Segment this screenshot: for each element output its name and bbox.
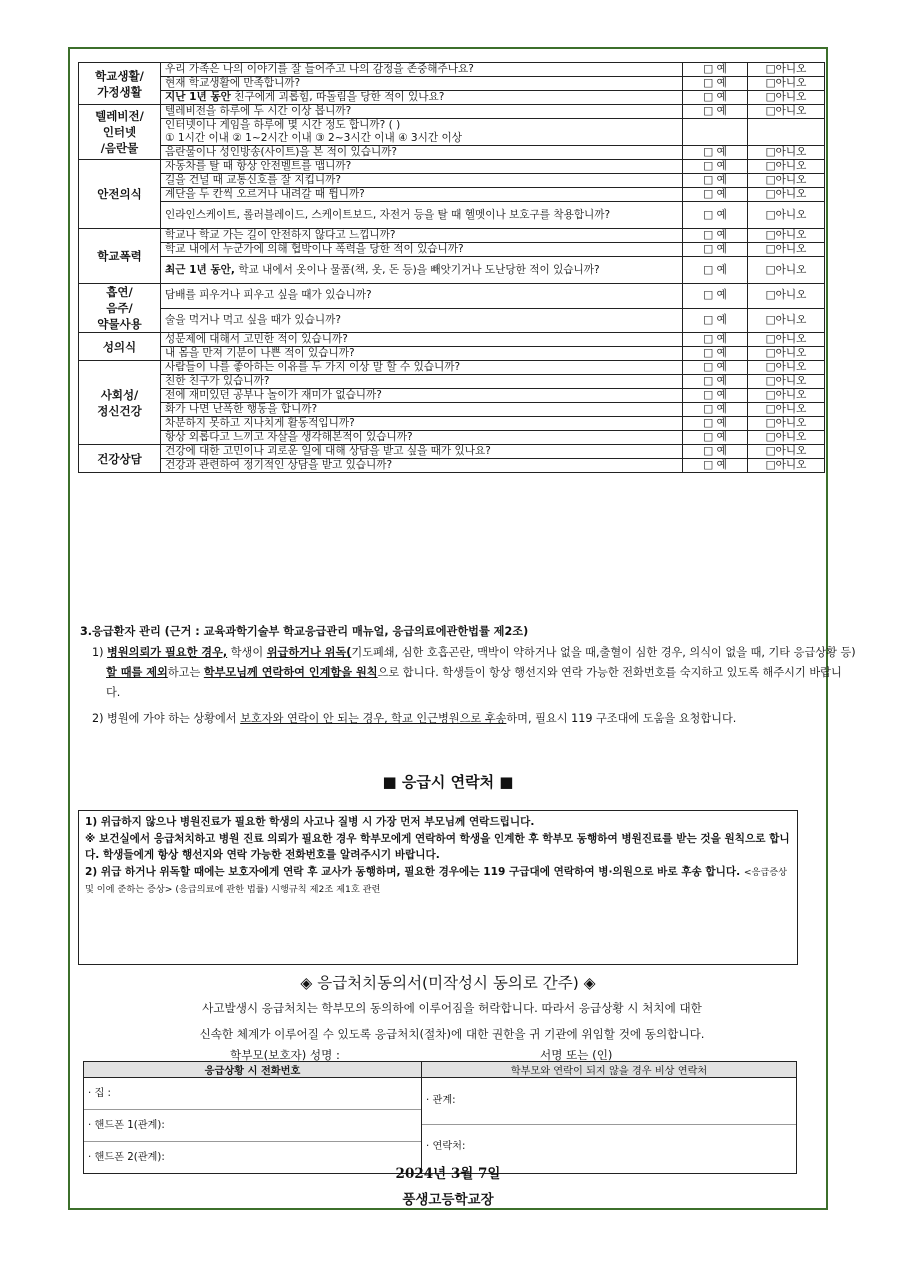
yes-checkbox[interactable]: □ 예 bbox=[683, 417, 748, 431]
emergency-contact-header: ■ 응급시 연락처 ■ bbox=[382, 773, 514, 791]
consent-title: ◈ 응급처치동의서(미작성시 동의로 간주) ◈ bbox=[300, 974, 596, 992]
mobile-2-field[interactable]: · 핸드폰 2(관계): bbox=[88, 1152, 165, 1163]
survey-row bbox=[79, 119, 825, 146]
survey-category: 흡연/ 음주/ 약물사용 bbox=[79, 284, 161, 333]
home-phone-field[interactable]: · 집 : bbox=[84, 1078, 421, 1110]
yes-checkbox[interactable]: □ 예 bbox=[683, 229, 748, 243]
no-checkbox[interactable]: □아니오 bbox=[748, 160, 825, 174]
notice-page bbox=[68, 47, 856, 1210]
survey-question: 인터넷이나 게임을 하루에 몇 시간 정도 합니까? ( ) ① 1시간 이내 ② 1~2시간 이내 ③ 2~3시간 이내 ④ 3시간 이상 bbox=[161, 119, 683, 146]
survey-question: 전에 재미있던 공부나 놀이가 재미가 없습니까? bbox=[161, 389, 683, 403]
survey-row bbox=[79, 146, 825, 160]
no-checkbox[interactable]: □아니오 bbox=[748, 347, 825, 361]
alt-phone-field[interactable]: · 연락처: bbox=[426, 1141, 466, 1152]
survey-row bbox=[79, 63, 825, 77]
no-checkbox[interactable]: □아니오 bbox=[748, 361, 825, 375]
no-checkbox[interactable]: □아니오 bbox=[748, 146, 825, 160]
survey-question: 항상 외롭다고 느끼고 자살을 생각해본적이 있습니까? bbox=[161, 431, 683, 445]
emergency-phone-table bbox=[83, 1061, 797, 1174]
yes-checkbox[interactable]: □ 예 bbox=[683, 146, 748, 160]
survey-row bbox=[79, 403, 825, 417]
mobile-1-field[interactable]: · 핸드폰 1(관계): bbox=[84, 1110, 421, 1142]
yes-checkbox[interactable]: □ 예 bbox=[683, 361, 748, 375]
alt-contact-header: 학부모와 연락이 되지 않을 경우 비상 연락처 bbox=[422, 1062, 797, 1078]
contact-line-3: 2) 위급 하거나 위독할 때에는 보호자에게 연락 후 교사가 동행하며, 필요한 경우에는 119 구급대에 연락하여 병·의원으로 바로 후송 합니다. <응급증상 및 이에 준하는 증상> (응급의료에 관한 법률) 시행규칙 제2조 제1호 관련 bbox=[85, 865, 788, 895]
yes-checkbox[interactable]: □ 예 bbox=[683, 160, 748, 174]
yes-checkbox[interactable]: □ 예 bbox=[683, 63, 748, 77]
section3-paragraph-1: 1) 병원의뢰가 필요한 경우, 학생이 위급하거나 위독(기도폐쇄, 심한 호흡곤란, 맥박이 약하거나 없을 때,출혈이 심한 경우, 의식이 없을 때, 기타 응급상황 등)할 때를 제외하고는 학부모님께 연락하여 인계함을 원칙으로 합니다. 학생들이 항상 행선지와 연락 가능한 전화번호를 숙지하고 있도록 해주시기 바랍니다. bbox=[92, 646, 856, 699]
section3-title bbox=[80, 622, 830, 642]
survey-row bbox=[79, 308, 825, 333]
no-checkbox[interactable]: □아니오 bbox=[748, 459, 825, 473]
no-checkbox[interactable]: □아니오 bbox=[748, 257, 825, 284]
yes-checkbox[interactable]: □ 예 bbox=[683, 91, 748, 105]
no-checkbox[interactable]: □아니오 bbox=[748, 308, 825, 333]
survey-row bbox=[79, 105, 825, 119]
survey-question: 계단을 두 칸씩 오르거나 내려갈 때 뜁니까? bbox=[161, 188, 683, 202]
survey-question: 친한 친구가 있습니까? bbox=[161, 375, 683, 389]
yes-checkbox[interactable]: □ 예 bbox=[683, 459, 748, 473]
survey-question: 차분하지 못하고 지나치게 활동적입니까? bbox=[161, 417, 683, 431]
survey-question: 우리 가족은 나의 이야기를 잘 들어주고 나의 감정을 존중해주나요? bbox=[161, 63, 683, 77]
section3-paragraph-2: 2) 병원에 가야 하는 상황에서 보호자와 연락이 안 되는 경우, 학교 인근병원으로 후송하며, 필요시 119 구조대에 도움을 요청합니다. bbox=[92, 712, 737, 725]
survey-row bbox=[79, 284, 825, 309]
survey-row bbox=[79, 229, 825, 243]
section3-heading: 3.응급환자 관리 bbox=[80, 625, 165, 638]
yes-checkbox[interactable]: □ 예 bbox=[683, 308, 748, 333]
survey-question: 학교나 학교 가는 길이 안전하지 않다고 느낍니까? bbox=[161, 229, 683, 243]
yes-checkbox bbox=[683, 119, 748, 146]
survey-question: 사람들이 나를 좋아하는 이유를 두 가지 이상 말 할 수 있습니까? bbox=[161, 361, 683, 375]
survey-question: 건강에 대한 고민이나 괴로운 일에 대해 상담을 받고 싶을 때가 있나요? bbox=[161, 445, 683, 459]
phone-header: 응급상황 시 전화번호 bbox=[84, 1062, 422, 1078]
no-checkbox[interactable]: □아니오 bbox=[748, 417, 825, 431]
yes-checkbox[interactable]: □ 예 bbox=[683, 77, 748, 91]
yes-checkbox[interactable]: □ 예 bbox=[683, 202, 748, 229]
survey-question: 인라인스케이트, 롤러블레이드, 스케이트보드, 자전거 등을 탈 때 헬멧이나 보호구를 착용합니까? bbox=[161, 202, 683, 229]
yes-checkbox[interactable]: □ 예 bbox=[683, 188, 748, 202]
signature-label: 서명 또는 (인) bbox=[540, 1048, 613, 1062]
survey-category: 학교생활/ 가정생활 bbox=[79, 63, 161, 105]
emergency-contact-box bbox=[78, 810, 798, 965]
no-checkbox[interactable]: □아니오 bbox=[748, 284, 825, 309]
no-checkbox[interactable]: □아니오 bbox=[748, 91, 825, 105]
consent-line-1: 사고발생시 응급처치는 학부모의 동의하에 이루어짐을 허락합니다. 따라서 응급상황 시 처치에 대한 bbox=[202, 1001, 702, 1015]
yes-checkbox[interactable]: □ 예 bbox=[683, 375, 748, 389]
survey-row bbox=[79, 333, 825, 347]
no-checkbox[interactable]: □아니오 bbox=[748, 105, 825, 119]
survey-row bbox=[79, 202, 825, 229]
parent-name-label: 학부모(보호자) 성명 : bbox=[230, 1048, 340, 1062]
yes-checkbox[interactable]: □ 예 bbox=[683, 284, 748, 309]
yes-checkbox[interactable]: □ 예 bbox=[683, 431, 748, 445]
no-checkbox[interactable]: □아니오 bbox=[748, 389, 825, 403]
survey-question: 텔레비전을 하루에 두 시간 이상 봅니까? bbox=[161, 105, 683, 119]
survey-row bbox=[79, 361, 825, 375]
yes-checkbox[interactable]: □ 예 bbox=[683, 105, 748, 119]
notice-date: 2024년 3월 7일 bbox=[395, 1166, 501, 1182]
survey-question: 최근 1년 동안, 학교 내에서 옷이나 물품(책, 옷, 돈 등)을 빼앗기거나 도난당한 적이 있습니까? bbox=[161, 257, 683, 284]
survey-category: 사회성/ 정신건강 bbox=[79, 361, 161, 445]
no-checkbox[interactable]: □아니오 bbox=[748, 63, 825, 77]
no-checkbox[interactable]: □아니오 bbox=[748, 431, 825, 445]
no-checkbox[interactable]: □아니오 bbox=[748, 174, 825, 188]
survey-question: 자동차를 탈 때 항상 안전벨트를 맵니까? bbox=[161, 160, 683, 174]
survey-question: 술을 먹거나 먹고 싶을 때가 있습니까? bbox=[161, 308, 683, 333]
survey-question: 음란물이나 성인방송(사이트)을 본 적이 있습니까? bbox=[161, 146, 683, 160]
yes-checkbox[interactable]: □ 예 bbox=[683, 389, 748, 403]
yes-checkbox[interactable]: □ 예 bbox=[683, 174, 748, 188]
survey-row bbox=[79, 459, 825, 473]
survey-row bbox=[79, 77, 825, 91]
section3-basis: (근거 : 교육과학기술부 학교응급관리 매뉴얼, 응급의료에관한법률 제2조) bbox=[164, 625, 529, 638]
yes-checkbox[interactable]: □ 예 bbox=[683, 403, 748, 417]
survey-row bbox=[79, 389, 825, 403]
survey-row bbox=[79, 257, 825, 284]
survey-category: 안전의식 bbox=[79, 160, 161, 229]
principal-signature: 풍생고등학교장 bbox=[402, 1192, 494, 1208]
survey-question: 현재 학교생활에 만족합니까? bbox=[161, 77, 683, 91]
survey-row bbox=[79, 375, 825, 389]
yes-checkbox[interactable]: □ 예 bbox=[683, 445, 748, 459]
no-checkbox[interactable]: □아니오 bbox=[748, 77, 825, 91]
survey-row bbox=[79, 91, 825, 105]
survey-category: 건강상담 bbox=[79, 445, 161, 473]
survey-row bbox=[79, 174, 825, 188]
no-checkbox[interactable]: □아니오 bbox=[748, 445, 825, 459]
survey-category: 성의식 bbox=[79, 333, 161, 361]
relation-field[interactable]: · 관계: bbox=[422, 1078, 796, 1125]
survey-question: 지난 1년 동안 친구에게 괴롭힘, 따돌림을 당한 적이 있나요? bbox=[161, 91, 683, 105]
yes-checkbox[interactable]: □ 예 bbox=[683, 257, 748, 284]
survey-question: 길을 건널 때 교통신호를 잘 지킵니까? bbox=[161, 174, 683, 188]
survey-question: 내 몸을 만져 기분이 나쁜 적이 있습니까? bbox=[161, 347, 683, 361]
survey-row bbox=[79, 347, 825, 361]
contact-line-2: ※ 보건실에서 응급처치하고 병원 진료 의뢰가 필요한 경우 학부모에게 연락하여 학생을 인계한 후 학부모 동행하여 병원진료를 받는 것을 원칙으로 합니다. 학생들에게 항상 행선지와 연락 가능한 전화번호를 알려주시기 바랍니다. bbox=[85, 832, 790, 861]
yes-checkbox[interactable]: □ 예 bbox=[683, 347, 748, 361]
no-checkbox[interactable]: □아니오 bbox=[748, 243, 825, 257]
survey-category: 학교폭력 bbox=[79, 229, 161, 284]
survey-question: 화가 나면 난폭한 행동을 합니까? bbox=[161, 403, 683, 417]
survey-row bbox=[79, 243, 825, 257]
survey-row bbox=[79, 445, 825, 459]
survey-category: 텔레비전/ 인터넷 /음란물 bbox=[79, 105, 161, 160]
no-checkbox[interactable]: □아니오 bbox=[748, 188, 825, 202]
yes-checkbox[interactable]: □ 예 bbox=[683, 243, 748, 257]
survey-row bbox=[79, 417, 825, 431]
survey-row bbox=[79, 160, 825, 174]
consent-line-2: 신속한 체계가 이루어질 수 있도록 응급처치(절차)에 대한 권한을 귀 기관에 위임할 것에 동의합니다. bbox=[199, 1027, 705, 1041]
survey-question: 학교 내에서 누군가에 의해 협박이나 폭력을 당한 적이 있습니까? bbox=[161, 243, 683, 257]
yes-checkbox[interactable]: □ 예 bbox=[683, 333, 748, 347]
survey-question: 담배를 피우거나 피우고 싶을 때가 있습니까? bbox=[161, 284, 683, 309]
survey-question: 건강과 관련하여 정기적인 상담을 받고 있습니까? bbox=[161, 459, 683, 473]
no-checkbox[interactable]: □아니오 bbox=[748, 375, 825, 389]
survey-question: 성문제에 대해서 고민한 적이 있습니까? bbox=[161, 333, 683, 347]
no-checkbox[interactable]: □아니오 bbox=[748, 229, 825, 243]
no-checkbox[interactable]: □아니오 bbox=[748, 202, 825, 229]
no-checkbox bbox=[748, 119, 825, 146]
contact-line-1: 1) 위급하지 않으나 병원진료가 필요한 학생의 사고나 질병 시 가장 먼저 부모님께 연락드립니다. bbox=[85, 816, 535, 828]
survey-row bbox=[79, 431, 825, 445]
health-survey-table bbox=[78, 62, 825, 473]
survey-row bbox=[79, 188, 825, 202]
no-checkbox[interactable]: □아니오 bbox=[748, 333, 825, 347]
no-checkbox[interactable]: □아니오 bbox=[748, 403, 825, 417]
